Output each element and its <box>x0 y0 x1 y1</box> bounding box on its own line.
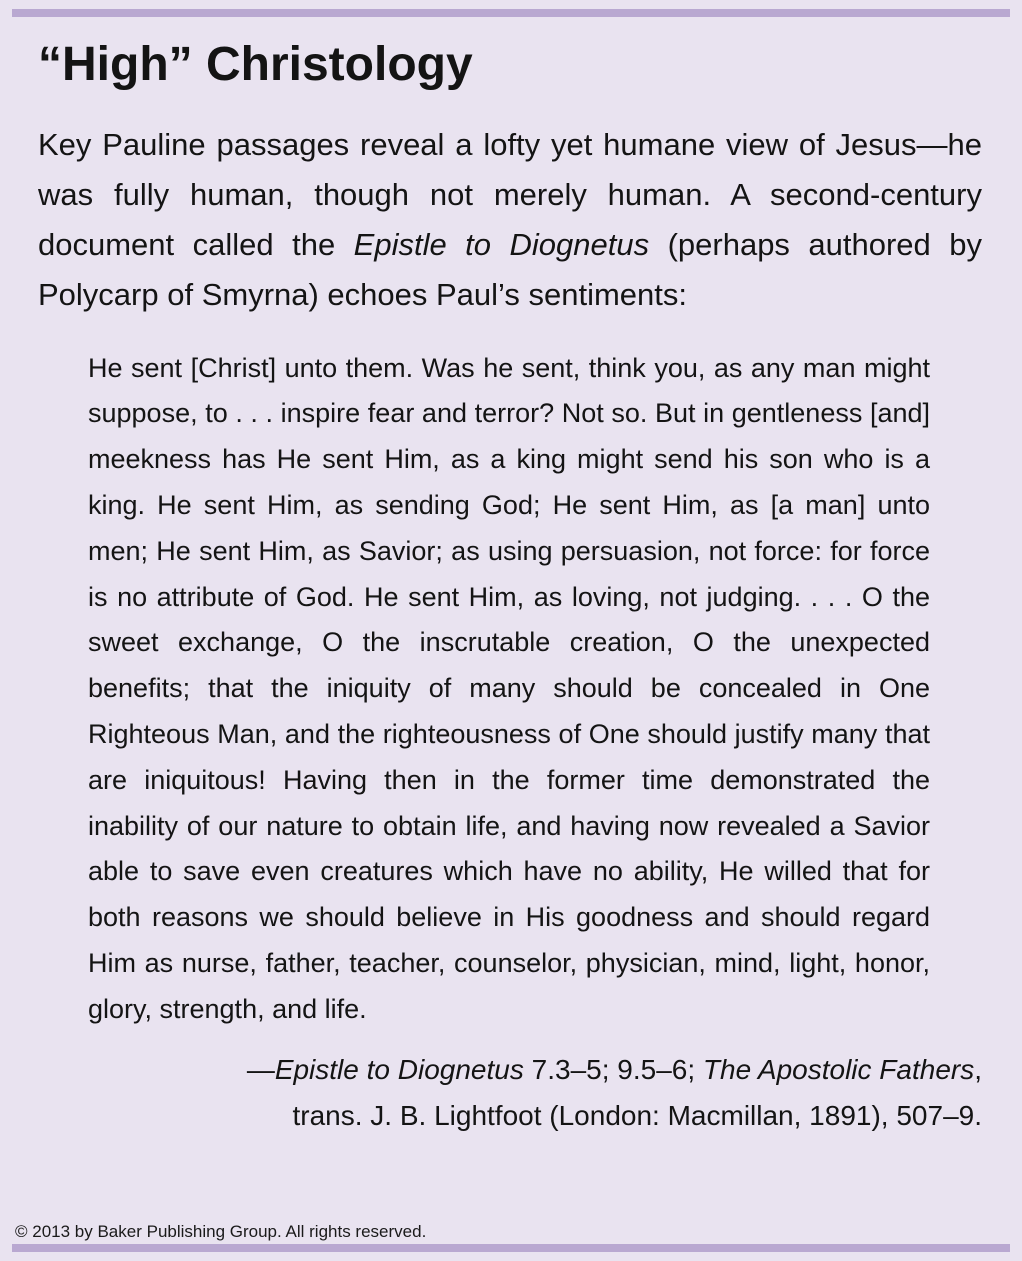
intro-epistle-title: Epistle to Diognetus <box>353 226 650 262</box>
citation-line-2: trans. J. B. Lightfoot (London: Macmillan, 1891), 507–9. <box>292 1099 982 1131</box>
citation-collection-title: The Apostolic Fathers <box>702 1053 975 1085</box>
intro-paragraph <box>38 120 982 320</box>
citation-work-title: Epistle to Diognetus <box>274 1053 524 1085</box>
intro-text-end: (perhaps authored by Polycarp of Smyrna) echoes Paul’s sentiments: <box>38 226 983 312</box>
intro-text-start: Key Pauline passages reveal a lofty yet humane view of Jesus—he was fully human, though not merely human. A second-century document called the <box>38 126 982 262</box>
top-rule <box>12 9 1010 17</box>
block-quote: He sent [Christ] unto them. Was he sent, think you, as any man might suppose, to . . . inspire fear and terror? Not so. But in gentleness [and] meekness has He sent Him, as a king might send his son who is a king. He sent Him, as sending God; He sent Him, as [a man] unto men; He sent Him, as Savior; as using persuasion, not force: for force is no attribute of God. He sent Him, as loving, not judging. . . . O the sweet exchange, O the inscrutable creation, O the unexpected benefits; that the iniquity of many should be concealed in One Righteous Man, and the righteousness of One should justify many that are iniquitous! Having then in the former time demonstrated the inability of our nature to obtain life, and having now revealed a Savior able to save even creatures which have no ability, He willed that for both reasons we should believe in His goodness and should regard Him as nurse, father, teacher, counselor, physician, mind, light, honor, glory, strength, and life. <box>88 352 930 1024</box>
copyright-notice: © 2013 by Baker Publishing Group. All rights reserved. <box>15 1222 427 1241</box>
citation-refs: 7.3–5; 9.5–6; <box>523 1053 703 1085</box>
sidebar-box <box>38 36 982 1139</box>
page-title: “High” Christology <box>38 38 473 91</box>
citation-dash: — <box>246 1053 275 1085</box>
citation-line-1 <box>38 1047 982 1093</box>
citation-comma: , <box>974 1053 982 1085</box>
bottom-rule <box>12 1244 1010 1252</box>
citation <box>38 1047 982 1139</box>
